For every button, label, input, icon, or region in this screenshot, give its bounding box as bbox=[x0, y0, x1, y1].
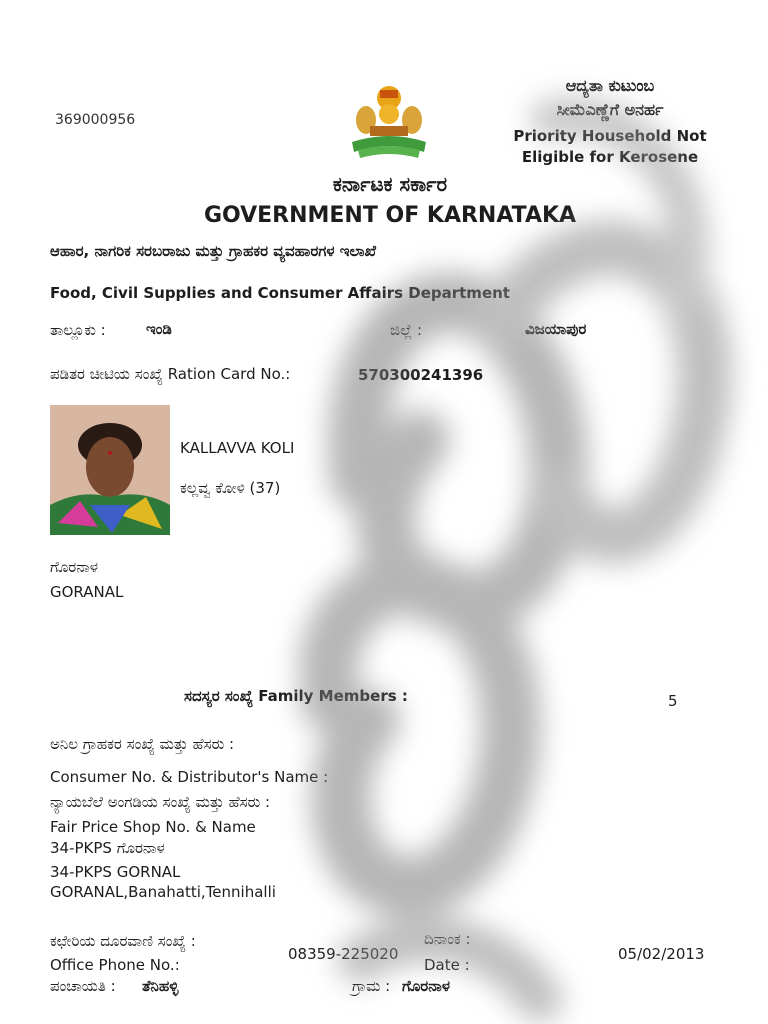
taluk-label: ತಾಲ್ಲೂಕು : bbox=[50, 321, 106, 339]
gas-consumer-label-en: Consumer No. & Distributor's Name : bbox=[50, 768, 329, 786]
category-kn-line1: ಆದ್ಯತಾ ಕುಟುಂಬ bbox=[565, 76, 655, 95]
ration-card-label: ಪಡಿತರ ಚೀಟಿಯ ಸಂಖ್ಯೆ Ration Card No.: bbox=[50, 365, 291, 383]
office-phone-label-en: Office Phone No.: bbox=[50, 956, 180, 974]
shop-line2: 34-PKPS GORNAL bbox=[50, 863, 181, 881]
panchayat-value: ತೆನಿಹಳ್ಳಿ bbox=[142, 977, 179, 995]
office-phone-value: 08359-225020 bbox=[288, 945, 399, 963]
gov-title-en: GOVERNMENT OF KARNATAKA bbox=[203, 203, 577, 228]
ration-card-number: 570300241396 bbox=[358, 366, 484, 384]
shop-label-en: Fair Price Shop No. & Name bbox=[50, 818, 256, 836]
family-members-count: 5 bbox=[668, 692, 678, 710]
district-value: ವಿಜಯಾಪುರ bbox=[525, 320, 587, 338]
date-value: 05/02/2013 bbox=[618, 945, 705, 963]
category-kn-line2: ಸೀಮೆಎಣ್ಣೆಗೆ ಅನರ್ಹ bbox=[556, 100, 664, 119]
karnataka-emblem-icon bbox=[344, 80, 434, 162]
gas-consumer-label-kn: ಅನಿಲ ಗ್ರಾಹಕರ ಸಂಖ್ಯೆ ಮತ್ತು ಹೆಸರು : bbox=[50, 735, 235, 753]
holder-name-en: KALLAVVA KOLI bbox=[180, 439, 295, 457]
village-kn: ಗೊರನಾಳ bbox=[50, 558, 99, 576]
dept-name-en: Food, Civil Supplies and Consumer Affairs Department bbox=[50, 284, 510, 302]
gov-title-kn: ಕರ್ನಾಟಕ ಸರ್ಕಾರ bbox=[332, 172, 448, 196]
panchayat-label: ಪಂಚಾಯತಿ : bbox=[50, 977, 116, 995]
card-id: 369000956 bbox=[55, 112, 136, 128]
shop-line1: 34-PKPS ಗೊರನಾಳ bbox=[50, 839, 165, 857]
shop-label-kn: ನ್ಯಾಯಬೆಲೆ ಅಂಗಡಿಯ ಸಂಖ್ಯೆ ಮತ್ತು ಹೆಸರು : bbox=[50, 793, 271, 811]
shop-line3: GORANAL,Banahatti,Tennihalli bbox=[50, 883, 276, 901]
holder-name-kn: ಕಲ್ಲವ್ವ ಕೋಳಿ (37) bbox=[180, 479, 281, 497]
village-en: GORANAL bbox=[50, 583, 124, 601]
category-en-line1: Priority Household Not bbox=[513, 127, 707, 145]
date-label-en: Date : bbox=[424, 956, 470, 974]
office-phone-label-kn: ಕಛೇರಿಯ ದೂರವಾಣಿ ಸಂಖ್ಯೆ : bbox=[50, 932, 196, 950]
holder-photo bbox=[50, 405, 170, 535]
dept-name-kn: ಆಹಾರ, ನಾಗರಿಕ ಸರಬರಾಜು ಮತ್ತು ಗ್ರಾಹಕರ ವ್ಯವಹಾರಗಳ ಇಲಾಖೆ bbox=[50, 242, 377, 260]
grama-value: ಗೊರನಾಳ bbox=[402, 977, 451, 995]
taluk-value: ಇಂಡಿ bbox=[146, 320, 172, 338]
grama-label: ಗ್ರಾಮ : bbox=[352, 977, 391, 995]
district-label: ಜಿಲ್ಲೆ : bbox=[390, 321, 423, 339]
date-label-kn: ದಿನಾಂಕ : bbox=[424, 930, 471, 948]
category-en-line2: Eligible for Kerosene bbox=[521, 148, 699, 166]
family-members-label: ಸದಸ್ಯರ ಸಂಖ್ಯೆ Family Members : bbox=[184, 687, 408, 705]
